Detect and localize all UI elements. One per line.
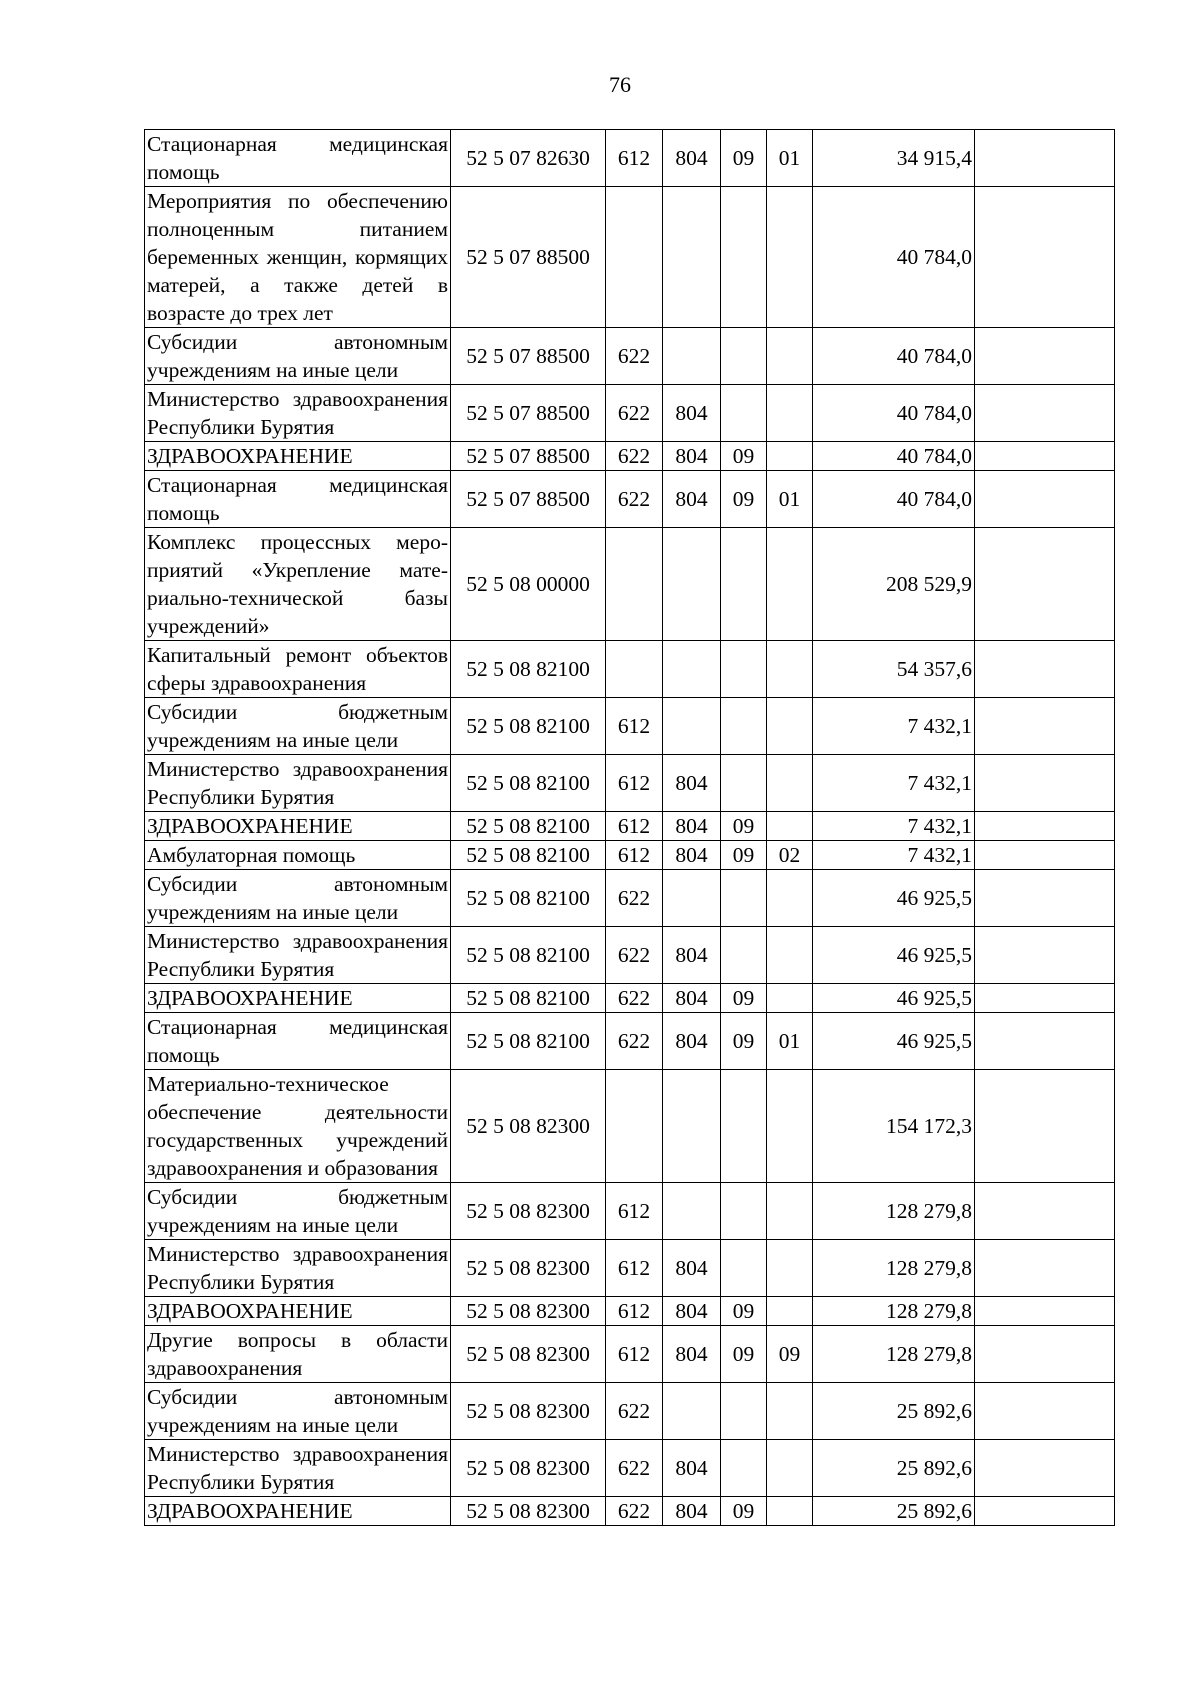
amount-cell: 128 279,8 bbox=[813, 1183, 975, 1240]
amount-cell: 46 925,5 bbox=[813, 870, 975, 927]
subsection-cell bbox=[767, 698, 813, 755]
section-cell bbox=[721, 528, 767, 641]
table-row bbox=[145, 1497, 1115, 1526]
section-cell bbox=[721, 641, 767, 698]
amount-cell: 40 784,0 bbox=[813, 328, 975, 385]
expense-type-cell: 622 bbox=[606, 984, 663, 1013]
table-row bbox=[145, 1240, 1115, 1297]
amount-cell: 46 925,5 bbox=[813, 1013, 975, 1070]
amount-cell: 7 432,1 bbox=[813, 755, 975, 812]
subsection-cell bbox=[767, 1240, 813, 1297]
amount-cell: 128 279,8 bbox=[813, 1297, 975, 1326]
subsection-cell bbox=[767, 755, 813, 812]
section-cell: 09 bbox=[721, 1297, 767, 1326]
row-name-cell: ЗДРАВООХРАНЕНИЕ bbox=[145, 984, 451, 1013]
section-cell bbox=[721, 870, 767, 927]
section-cell bbox=[721, 328, 767, 385]
empty-cell bbox=[975, 1240, 1115, 1297]
table-row bbox=[145, 841, 1115, 870]
row-name-cell: Комплекс процессных мероприятий «Укрепление материально-технической базы учреждений» bbox=[145, 528, 451, 641]
empty-cell bbox=[975, 1183, 1115, 1240]
empty-cell bbox=[975, 442, 1115, 471]
amount-cell: 34 915,4 bbox=[813, 130, 975, 187]
expense-type-cell: 622 bbox=[606, 442, 663, 471]
row-name-cell: Министерство здравоохранения Республики Бурятия bbox=[145, 385, 451, 442]
ministry-code-cell bbox=[663, 1070, 721, 1183]
table-row bbox=[145, 385, 1115, 442]
ministry-code-cell: 804 bbox=[663, 442, 721, 471]
target-article-cell: 52 5 08 00000 bbox=[451, 528, 606, 641]
empty-cell bbox=[975, 812, 1115, 841]
table-row bbox=[145, 442, 1115, 471]
ministry-code-cell: 804 bbox=[663, 927, 721, 984]
expense-type-cell: 612 bbox=[606, 812, 663, 841]
empty-cell bbox=[975, 1383, 1115, 1440]
empty-cell bbox=[975, 984, 1115, 1013]
section-cell bbox=[721, 385, 767, 442]
amount-cell: 54 357,6 bbox=[813, 641, 975, 698]
subsection-cell bbox=[767, 385, 813, 442]
ministry-code-cell bbox=[663, 641, 721, 698]
expense-type-cell: 622 bbox=[606, 328, 663, 385]
row-name-cell: ЗДРАВООХРАНЕНИЕ bbox=[145, 1497, 451, 1526]
page-number: 76 bbox=[609, 72, 631, 97]
subsection-cell bbox=[767, 328, 813, 385]
empty-cell bbox=[975, 927, 1115, 984]
subsection-cell bbox=[767, 187, 813, 328]
row-name-cell: Мероприятия по обеспечению полноценным питанием беременных женщин, кормящих матерей, а также детей в возрасте до трех лет bbox=[145, 187, 451, 328]
table-row bbox=[145, 1183, 1115, 1240]
target-article-cell: 52 5 08 82300 bbox=[451, 1240, 606, 1297]
table-row bbox=[145, 755, 1115, 812]
expense-type-cell: 612 bbox=[606, 1240, 663, 1297]
section-cell: 09 bbox=[721, 130, 767, 187]
expense-type-cell: 612 bbox=[606, 1297, 663, 1326]
row-name-cell: Другие вопросы в области здравоохранения bbox=[145, 1326, 451, 1383]
row-name-cell: Субсидии автономным учреждениям на иные цели bbox=[145, 870, 451, 927]
subsection-cell: 02 bbox=[767, 841, 813, 870]
section-cell bbox=[721, 1183, 767, 1240]
table-row bbox=[145, 130, 1115, 187]
subsection-cell bbox=[767, 812, 813, 841]
target-article-cell: 52 5 08 82100 bbox=[451, 1013, 606, 1070]
ministry-code-cell: 804 bbox=[663, 471, 721, 528]
section-cell bbox=[721, 698, 767, 755]
section-cell: 09 bbox=[721, 841, 767, 870]
ministry-code-cell: 804 bbox=[663, 1326, 721, 1383]
table-row bbox=[145, 1013, 1115, 1070]
expense-type-cell: 612 bbox=[606, 130, 663, 187]
empty-cell bbox=[975, 528, 1115, 641]
row-name-cell: ЗДРАВООХРАНЕНИЕ bbox=[145, 812, 451, 841]
empty-cell bbox=[975, 1497, 1115, 1526]
target-article-cell: 52 5 08 82100 bbox=[451, 755, 606, 812]
section-cell bbox=[721, 1070, 767, 1183]
table-row bbox=[145, 528, 1115, 641]
ministry-code-cell bbox=[663, 870, 721, 927]
amount-cell: 25 892,6 bbox=[813, 1440, 975, 1497]
table-row bbox=[145, 1297, 1115, 1326]
amount-cell: 40 784,0 bbox=[813, 471, 975, 528]
table-row bbox=[145, 927, 1115, 984]
expense-type-cell: 622 bbox=[606, 1013, 663, 1070]
section-cell: 09 bbox=[721, 442, 767, 471]
empty-cell bbox=[975, 187, 1115, 328]
target-article-cell: 52 5 08 82100 bbox=[451, 870, 606, 927]
ministry-code-cell: 804 bbox=[663, 984, 721, 1013]
section-cell bbox=[721, 1240, 767, 1297]
target-article-cell: 52 5 08 82100 bbox=[451, 984, 606, 1013]
row-name-cell: ЗДРАВООХРАНЕНИЕ bbox=[145, 1297, 451, 1326]
target-article-cell: 52 5 08 82100 bbox=[451, 698, 606, 755]
ministry-code-cell bbox=[663, 187, 721, 328]
amount-cell: 46 925,5 bbox=[813, 984, 975, 1013]
ministry-code-cell: 804 bbox=[663, 385, 721, 442]
amount-cell: 208 529,9 bbox=[813, 528, 975, 641]
expense-type-cell: 612 bbox=[606, 755, 663, 812]
section-cell: 09 bbox=[721, 812, 767, 841]
expense-type-cell bbox=[606, 187, 663, 328]
ministry-code-cell: 804 bbox=[663, 1497, 721, 1526]
expense-type-cell: 612 bbox=[606, 1183, 663, 1240]
target-article-cell: 52 5 08 82100 bbox=[451, 641, 606, 698]
amount-cell: 46 925,5 bbox=[813, 927, 975, 984]
target-article-cell: 52 5 08 82300 bbox=[451, 1383, 606, 1440]
ministry-code-cell: 804 bbox=[663, 1013, 721, 1070]
table-row bbox=[145, 1383, 1115, 1440]
empty-cell bbox=[975, 328, 1115, 385]
table-row bbox=[145, 1070, 1115, 1183]
table-row bbox=[145, 187, 1115, 328]
target-article-cell: 52 5 07 88500 bbox=[451, 385, 606, 442]
target-article-cell: 52 5 07 82630 bbox=[451, 130, 606, 187]
section-cell bbox=[721, 187, 767, 328]
amount-cell: 40 784,0 bbox=[813, 187, 975, 328]
row-name-cell: ЗДРАВООХРАНЕНИЕ bbox=[145, 442, 451, 471]
empty-cell bbox=[975, 1013, 1115, 1070]
table-row bbox=[145, 1326, 1115, 1383]
expense-type-cell: 612 bbox=[606, 841, 663, 870]
amount-cell: 7 432,1 bbox=[813, 841, 975, 870]
row-name-cell: Стационарная медицинская помощь bbox=[145, 130, 451, 187]
ministry-code-cell: 804 bbox=[663, 1440, 721, 1497]
empty-cell bbox=[975, 471, 1115, 528]
ministry-code-cell: 804 bbox=[663, 1297, 721, 1326]
expense-type-cell: 612 bbox=[606, 1326, 663, 1383]
subsection-cell bbox=[767, 1297, 813, 1326]
expense-type-cell: 622 bbox=[606, 1497, 663, 1526]
expense-type-cell bbox=[606, 641, 663, 698]
table-row bbox=[145, 641, 1115, 698]
section-cell: 09 bbox=[721, 984, 767, 1013]
subsection-cell bbox=[767, 1070, 813, 1183]
row-name-cell: Субсидии бюджетным учреждениям на иные цели bbox=[145, 1183, 451, 1240]
ministry-code-cell bbox=[663, 1383, 721, 1440]
section-cell: 09 bbox=[721, 1013, 767, 1070]
section-cell: 09 bbox=[721, 471, 767, 528]
empty-cell bbox=[975, 1297, 1115, 1326]
section-cell bbox=[721, 1440, 767, 1497]
target-article-cell: 52 5 08 82100 bbox=[451, 841, 606, 870]
empty-cell bbox=[975, 1070, 1115, 1183]
expense-type-cell: 622 bbox=[606, 1383, 663, 1440]
table-row bbox=[145, 812, 1115, 841]
target-article-cell: 52 5 07 88500 bbox=[451, 442, 606, 471]
target-article-cell: 52 5 08 82300 bbox=[451, 1070, 606, 1183]
subsection-cell bbox=[767, 1383, 813, 1440]
ministry-code-cell bbox=[663, 528, 721, 641]
expense-type-cell: 612 bbox=[606, 698, 663, 755]
subsection-cell bbox=[767, 641, 813, 698]
expense-type-cell: 622 bbox=[606, 471, 663, 528]
target-article-cell: 52 5 08 82300 bbox=[451, 1297, 606, 1326]
expense-type-cell bbox=[606, 528, 663, 641]
ministry-code-cell: 804 bbox=[663, 130, 721, 187]
empty-cell bbox=[975, 698, 1115, 755]
table-row bbox=[145, 471, 1115, 528]
table-row bbox=[145, 698, 1115, 755]
ministry-code-cell: 804 bbox=[663, 841, 721, 870]
amount-cell: 40 784,0 bbox=[813, 442, 975, 471]
table-row bbox=[145, 870, 1115, 927]
ministry-code-cell bbox=[663, 328, 721, 385]
subsection-cell bbox=[767, 1183, 813, 1240]
empty-cell bbox=[975, 841, 1115, 870]
ministry-code-cell: 804 bbox=[663, 1240, 721, 1297]
target-article-cell: 52 5 08 82300 bbox=[451, 1497, 606, 1526]
amount-cell: 128 279,8 bbox=[813, 1326, 975, 1383]
empty-cell bbox=[975, 1326, 1115, 1383]
subsection-cell bbox=[767, 927, 813, 984]
budget-table bbox=[144, 129, 1115, 1526]
subsection-cell: 01 bbox=[767, 130, 813, 187]
row-name-cell: Субсидии бюджетным учреждениям на иные цели bbox=[145, 698, 451, 755]
target-article-cell: 52 5 08 82100 bbox=[451, 927, 606, 984]
expense-type-cell: 622 bbox=[606, 385, 663, 442]
amount-cell: 7 432,1 bbox=[813, 812, 975, 841]
row-name-cell: Капитальный ремонт объектов сферы здравоохранения bbox=[145, 641, 451, 698]
target-article-cell: 52 5 07 88500 bbox=[451, 187, 606, 328]
row-name-cell: Министерство здравоохранения Республики Бурятия bbox=[145, 927, 451, 984]
subsection-cell bbox=[767, 984, 813, 1013]
subsection-cell: 09 bbox=[767, 1326, 813, 1383]
budget-table-body bbox=[145, 130, 1115, 1526]
row-name-cell: Материально-техническое обеспечение деятельности государственных учреждений здравоохранения и образования bbox=[145, 1070, 451, 1183]
target-article-cell: 52 5 08 82300 bbox=[451, 1183, 606, 1240]
row-name-cell: Стационарная медицинская помощь bbox=[145, 1013, 451, 1070]
empty-cell bbox=[975, 1440, 1115, 1497]
section-cell: 09 bbox=[721, 1326, 767, 1383]
row-name-cell: Министерство здравоохранения Республики Бурятия bbox=[145, 1240, 451, 1297]
section-cell bbox=[721, 755, 767, 812]
empty-cell bbox=[975, 870, 1115, 927]
empty-cell bbox=[975, 641, 1115, 698]
amount-cell: 40 784,0 bbox=[813, 385, 975, 442]
row-name-cell: Субсидии автономным учреждениям на иные цели bbox=[145, 328, 451, 385]
row-name-cell: Министерство здравоохранения Республики Бурятия bbox=[145, 1440, 451, 1497]
amount-cell: 7 432,1 bbox=[813, 698, 975, 755]
target-article-cell: 52 5 07 88500 bbox=[451, 471, 606, 528]
section-cell bbox=[721, 1383, 767, 1440]
amount-cell: 25 892,6 bbox=[813, 1497, 975, 1526]
empty-cell bbox=[975, 385, 1115, 442]
expense-type-cell: 622 bbox=[606, 927, 663, 984]
subsection-cell bbox=[767, 528, 813, 641]
amount-cell: 128 279,8 bbox=[813, 1240, 975, 1297]
subsection-cell bbox=[767, 442, 813, 471]
ministry-code-cell bbox=[663, 1183, 721, 1240]
section-cell bbox=[721, 927, 767, 984]
expense-type-cell: 622 bbox=[606, 1440, 663, 1497]
table-row bbox=[145, 328, 1115, 385]
row-name-cell: Стационарная медицинская помощь bbox=[145, 471, 451, 528]
target-article-cell: 52 5 07 88500 bbox=[451, 328, 606, 385]
row-name-cell: Субсидии автономным учреждениям на иные цели bbox=[145, 1383, 451, 1440]
amount-cell: 154 172,3 bbox=[813, 1070, 975, 1183]
amount-cell: 25 892,6 bbox=[813, 1383, 975, 1440]
empty-cell bbox=[975, 755, 1115, 812]
target-article-cell: 52 5 08 82100 bbox=[451, 812, 606, 841]
target-article-cell: 52 5 08 82300 bbox=[451, 1440, 606, 1497]
row-name-cell: Министерство здравоохранения Республики Бурятия bbox=[145, 755, 451, 812]
subsection-cell bbox=[767, 1497, 813, 1526]
target-article-cell: 52 5 08 82300 bbox=[451, 1326, 606, 1383]
subsection-cell: 01 bbox=[767, 471, 813, 528]
ministry-code-cell: 804 bbox=[663, 812, 721, 841]
section-cell: 09 bbox=[721, 1497, 767, 1526]
expense-type-cell: 622 bbox=[606, 870, 663, 927]
subsection-cell: 01 bbox=[767, 1013, 813, 1070]
expense-type-cell bbox=[606, 1070, 663, 1183]
subsection-cell bbox=[767, 1440, 813, 1497]
empty-cell bbox=[975, 130, 1115, 187]
table-row bbox=[145, 984, 1115, 1013]
row-name-cell: Амбулаторная помощь bbox=[145, 841, 451, 870]
subsection-cell bbox=[767, 870, 813, 927]
ministry-code-cell: 804 bbox=[663, 755, 721, 812]
table-row bbox=[145, 1440, 1115, 1497]
ministry-code-cell bbox=[663, 698, 721, 755]
